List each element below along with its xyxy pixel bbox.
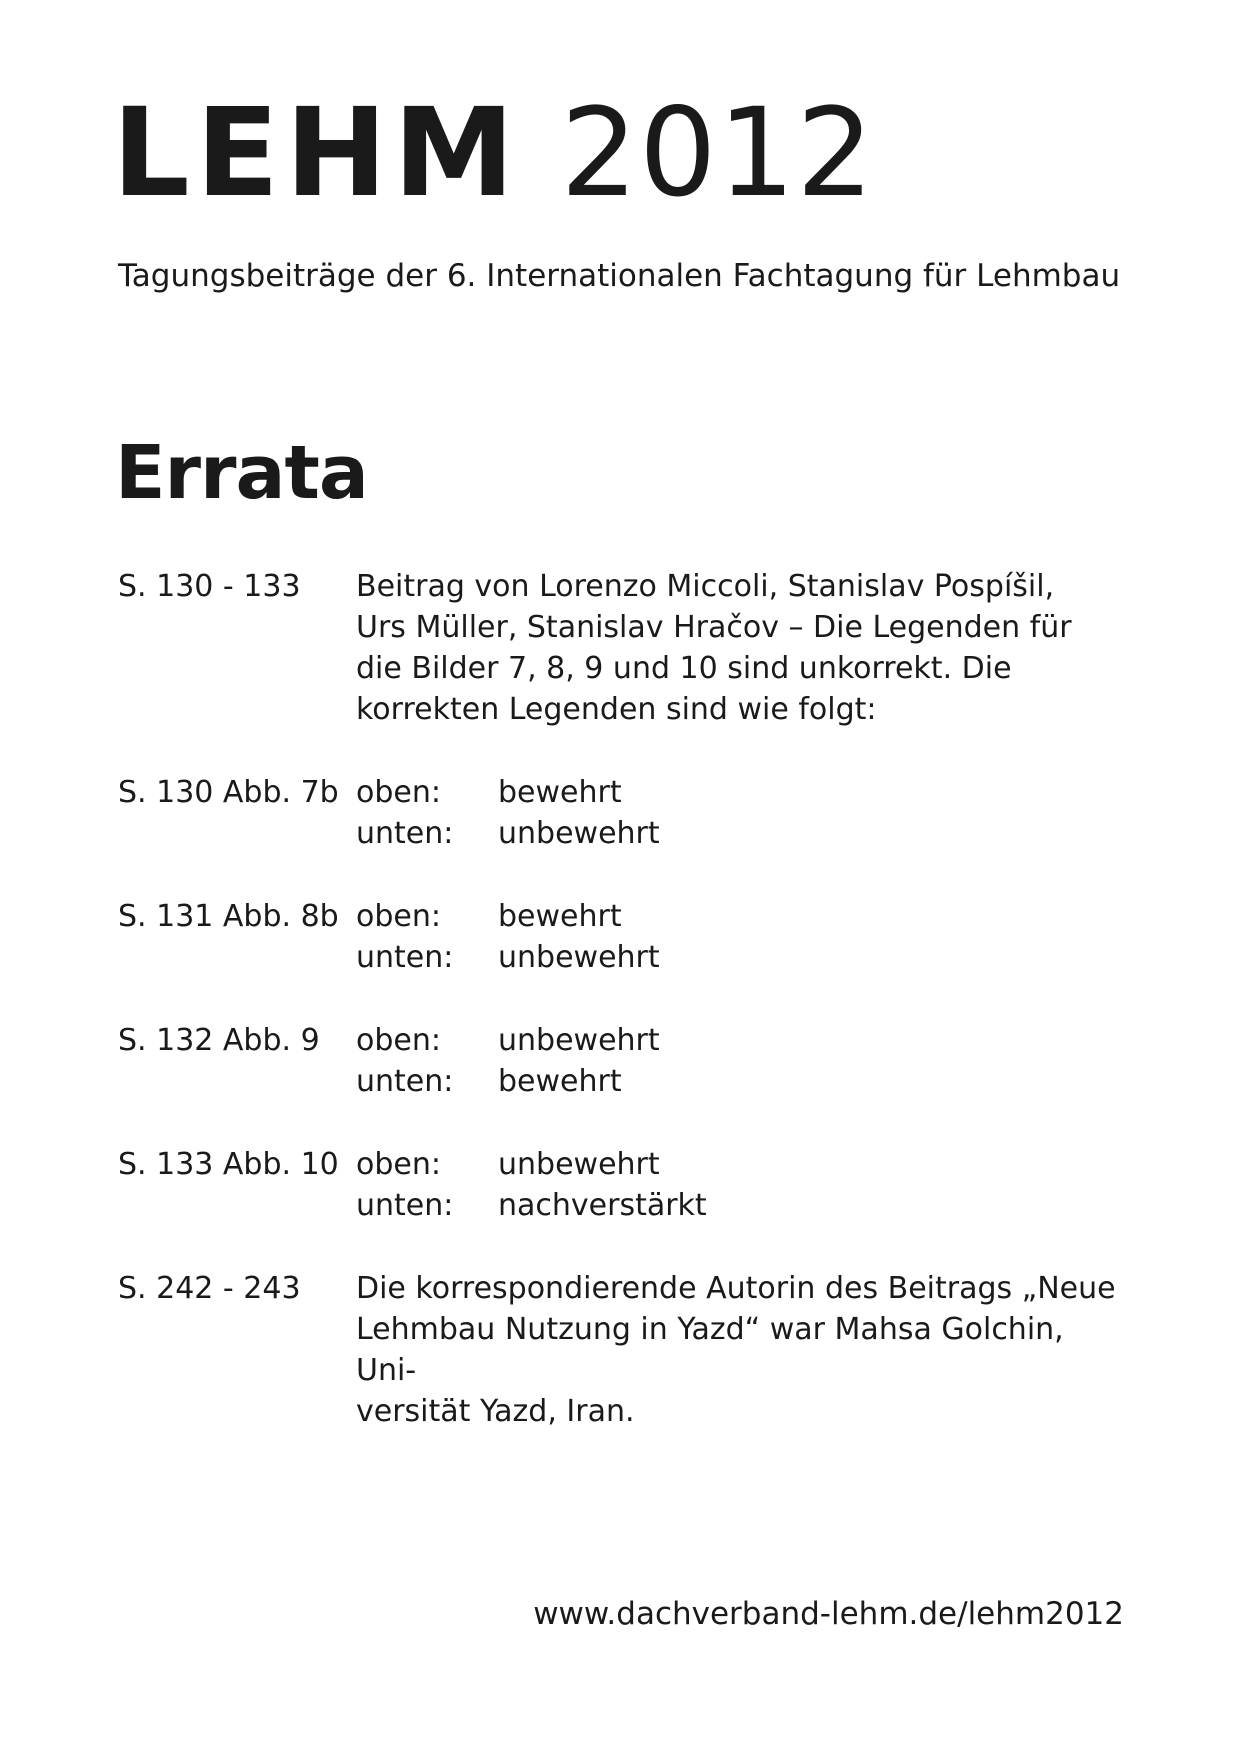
legend-correction [356,1020,1128,1102]
text-line: versität Yazd, Iran. [356,1394,635,1429]
legend-value: bewehrt [498,775,622,810]
errata-list [118,566,1128,1474]
legend-position: oben: [356,775,441,810]
legend-value: bewehrt [498,1064,622,1099]
legend-value: unbewehrt [498,1023,660,1058]
legend-position: unten: [356,1188,454,1223]
page-reference: S. 130 - 133 [118,569,301,604]
page-reference: S. 133 Abb. 10 [118,1147,339,1182]
page-reference: S. 130 Abb. 7b [118,775,339,810]
legend-value: nachverstärkt [498,1188,707,1223]
text-line: Beitrag von Lorenzo Miccoli, Stanislav Pospíšil, [356,569,1055,604]
text-line: korrekten Legenden sind wie folgt: [356,692,877,727]
legend-correction [356,896,1128,978]
legend-position: oben: [356,1023,441,1058]
legend-value: bewehrt [498,899,622,934]
title-year: 2012 [560,82,875,224]
errata-entry-intro [118,566,1128,730]
legend-correction [356,1144,1128,1226]
legend-position: oben: [356,899,441,934]
legend-position: unten: [356,1064,454,1099]
legend-position: oben: [356,1147,441,1182]
text-line: Urs Müller, Stanislav Hračov – Die Legenden für [356,610,1072,645]
legend-correction [356,772,1128,854]
text-line: die Bilder 7, 8, 9 und 10 sind unkorrekt. Die [356,651,1012,686]
legend-value: unbewehrt [498,940,660,975]
entry-text [356,1268,1128,1432]
page-reference: S. 131 Abb. 8b [118,899,339,934]
errata-entry-fig9 [118,1020,1128,1102]
errata-entry-fig8b [118,896,1128,978]
legend-value: unbewehrt [498,1147,660,1182]
errata-heading: Errata [115,430,368,516]
text-line: Die korrespondierende Autorin des Beitrags „Neue [356,1271,1116,1306]
errata-entry-author [118,1268,1128,1432]
footer-url: www.dachverband-lehm.de/lehm2012 [533,1596,1124,1632]
document-title [112,82,875,224]
text-line: Lehmbau Nutzung in Yazd“ war Mahsa Golchin, Uni- [356,1312,1064,1388]
title-lehm: LEHM [112,82,521,224]
legend-position: unten: [356,816,454,851]
page-reference: S. 242 - 243 [118,1271,301,1306]
entry-text [356,566,1128,730]
errata-entry-fig7b [118,772,1128,854]
legend-position: unten: [356,940,454,975]
document-subtitle: Tagungsbeiträge der 6. Internationalen Fachtagung für Lehmbau [118,258,1121,294]
page-reference: S. 132 Abb. 9 [118,1023,320,1058]
legend-value: unbewehrt [498,816,660,851]
errata-entry-fig10 [118,1144,1128,1226]
